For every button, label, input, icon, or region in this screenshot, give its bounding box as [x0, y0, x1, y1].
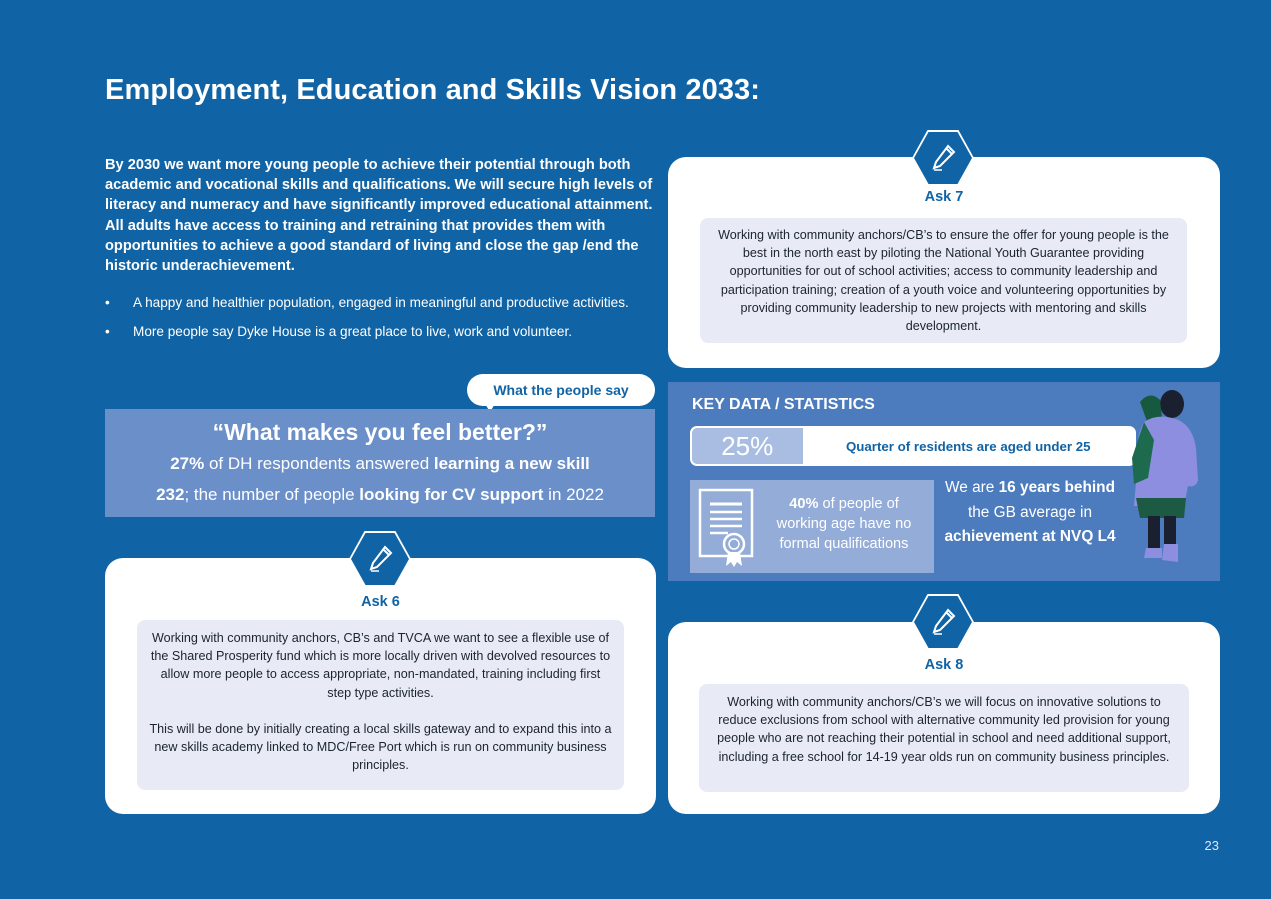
line1-mid: of DH respondents answered [204, 454, 434, 473]
ask-8-title: Ask 8 [924, 657, 964, 673]
bullet-item: • More people say Dyke House is a great place to live, work and volunteer. [105, 323, 645, 341]
line1-bold: learning a new skill [433, 454, 590, 473]
key-data-panel [668, 382, 1220, 581]
people-say-box [105, 409, 655, 517]
people-hugging-illustration [1126, 388, 1202, 568]
what-people-say-bubble: What the people say [467, 374, 655, 406]
years-behind-text [940, 476, 1120, 550]
ask-6-card [105, 558, 656, 814]
qualifications-box [690, 480, 934, 573]
ask-6-text-box [137, 620, 624, 790]
people-line-2 [105, 481, 655, 509]
qualifications-text [764, 494, 924, 554]
years-bold2: achievement at NVQ L4 [944, 528, 1116, 545]
page-number: 23 [1204, 838, 1219, 853]
qual-text: of people of working age have no formal qualifications [776, 496, 912, 552]
vision-bullets [105, 294, 645, 352]
bullet-item: • A happy and healthier population, engaged in meaningful and productive activities. [105, 294, 645, 312]
key-data-header: KEY DATA / STATISTICS [692, 396, 875, 413]
years-bold: 16 years behind [998, 479, 1115, 496]
certificate-icon [698, 488, 754, 568]
pct-label: Quarter of residents are aged under 25 [845, 438, 1091, 454]
ask-7-text: Working with community anchors/CB’s to ensure the offer for young people is the best in the north east by piloting the National Youth Guarantee providing opportunities for out of school activities; access to community leadership and participation training; creation of a youth voice and volunteering opportunities by providing community leadership to new projects with mentoring and skills development. [700, 218, 1187, 343]
years-mid: the GB average in [967, 503, 1093, 521]
line2-num: 232 [156, 485, 185, 504]
ask-7-title: Ask 7 [924, 189, 964, 205]
ask-8-text: Working with community anchors/CB’s we will focus on innovative solutions to reduce exclusions from school with alternative community led provision for young people who are not reaching their potential in school and need additional support, including a free school for 14-19 year olds run on community business principles. [699, 684, 1189, 792]
people-line-1 [105, 450, 655, 478]
pct-fill: 25% [692, 428, 803, 464]
years-pre: We are [945, 479, 999, 496]
qual-num: 40% [789, 496, 819, 512]
people-question: “What makes you feel better?” [212, 419, 548, 445]
line2-mid: ; the number of people [184, 485, 360, 504]
line2-end: in 2022 [543, 485, 604, 504]
ask-8-card [668, 622, 1220, 814]
quarter-residents-bar [690, 426, 1136, 466]
ask-7-card [668, 157, 1220, 368]
line2-bold: looking for CV support [359, 485, 544, 504]
intro-paragraph: By 2030 we want more young people to achieve their potential through both academic and vocational skills and qualifications. We will secure high levels of literacy and numeracy and have significantly improved educational attainment. All adults have access to training and retraining that provides them with opportunities to achieve a good standard of living and close the gap /end the historic underachievement. [105, 157, 653, 275]
ask-6-text-2: This will be done by initially creating a local skills gateway and to expand this into a new skills academy linked to MDC/Free Port which is run on community business principles. [149, 721, 612, 773]
page-title: Employment, Education and Skills Vision 2033: [105, 74, 761, 106]
line1-num: 27% [170, 454, 205, 473]
ask-6-text: Working with community anchors, CB’s and TVCA we want to see a flexible use of the Shared Prosperity fund which is more locally driven with devolved resources to allow more people to access appropriate, non-mandated, training including first step type activities. [150, 631, 611, 700]
ask-6-title: Ask 6 [361, 594, 400, 610]
